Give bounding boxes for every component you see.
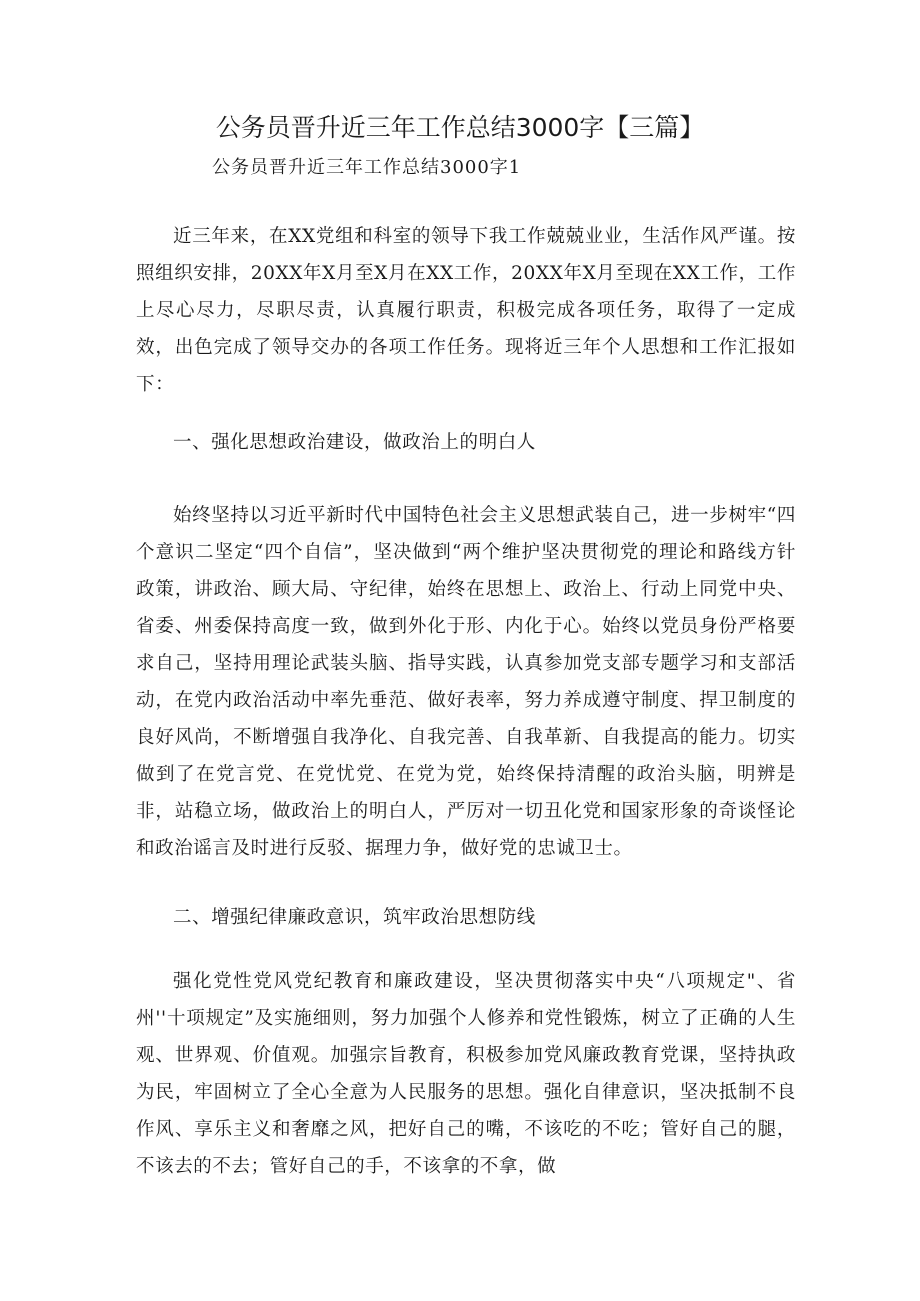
section-heading-1: 一、强化思想政治建设，做政治上的明白人 xyxy=(173,432,536,453)
document-subtitle: 公务员晋升近三年工作总结3000字1 xyxy=(212,157,522,178)
document-title: 公务员晋升近三年工作总结3000字【三篇】 xyxy=(215,113,705,142)
section-heading-2: 二、增强纪律廉政意识，筑牢政治思想防线 xyxy=(173,907,536,928)
paragraph-introduction: 近三年来，在XX党组和科室的领导下我工作兢兢业业，生活作风严谨。按照组织安排，20XX年X月至X月在XX工作，20XX年X月至现在XX工作，工作上尽心尽力，尽职尽责，认真履行职责，积极完成各项任务，取得了一定成效，出色完成了领导交办的各项工作任务。现将近三年个人思想和工作汇报如下： xyxy=(136,226,796,395)
paragraph-section-1: 始终坚持以习近平新时代中国特色社会主义思想武装自己，进一步树牢“四个意识二坚定“四个自信”，坚决做到“两个维护坚决贯彻党的理论和路线方针政策，讲政治、顾大局、守纪律，始终在思想上、政治上、行动上同党中央、省委、州委保持高度一致，做到外化于形、内化于心。始终以党员身份严格要求自己，坚持用理论武装头脑、指导实践，认真参加党支部专题学习和支部活动，在党内政治活动中率先垂范、做好表率，努力养成遵守制度、捍卫制度的良好风尚，不断增强自我净化、自我完善、自我革新、自我提高的能力。切实做到了在党言党、在党忧党、在党为党，始终保持清醒的政治头脑，明辨是非，站稳立场，做政治上的明白人，严厉对一切丑化党和国家形象的奇谈怪论和政治谣言及时进行反驳、据理力争，做好党的忠诚卫士。 xyxy=(136,505,796,859)
paragraph-section-2: 强化党性党风党纪教育和廉政建设，坚决贯彻落实中央“八项规定"、省州''十项规定”及实施细则，努力加强个人修养和党性锻炼，树立了正确的人生观、世界观、价值观。加强宗旨教育，积极参加党风廉政教育党课，坚持执政为民，牢固树立了全心全意为人民服务的思想。强化自律意识，坚决抵制不良作风、享乐主义和奢靡之风，把好自己的嘴，不该吃的不吃；管好自己的腿，不该去的不去；管好自己的手，不该拿的不拿，做 xyxy=(136,971,796,1177)
